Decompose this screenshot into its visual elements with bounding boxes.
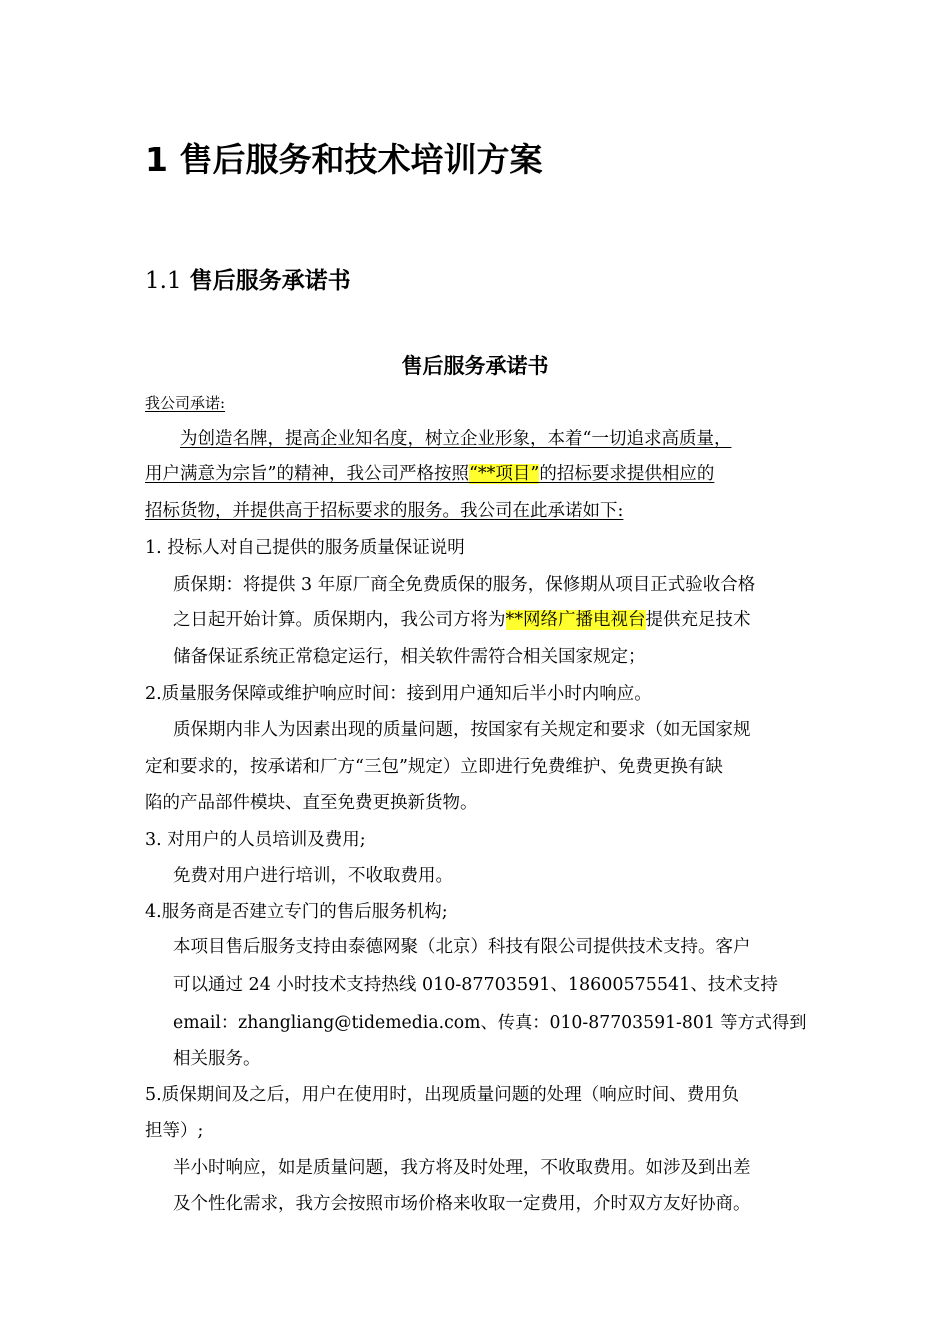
item-1-line-1: 质保期：将提供 3 年原厂商全免费质保的服务，保修期从项目正式验收合格: [173, 575, 756, 595]
intro-label: 我公司承诺:: [145, 394, 226, 412]
intro-line-2-a: 用户满意为宗旨”的精神，我公司严格按照: [145, 464, 469, 484]
item-5-title-line-2: 担等）;: [145, 1121, 204, 1141]
item-2-line-2: 定和要求的，按承诺和厂方“三包”规定）立即进行免费维护、免费更换有缺: [145, 757, 723, 777]
project-name-highlight: “**项目”: [468, 464, 540, 484]
heading-1-title: 售后服务和技术培训方案: [179, 140, 543, 179]
item-2-line-3: 陷的产品部件模块、直至免费更换新货物。: [145, 793, 478, 813]
item-4-line-2: 可以通过 24 小时技术支持热线 010-87703591、18600575541、技术支持: [173, 975, 778, 995]
intro-line-3: 招标货物，并提供高于招标要求的服务。我公司在此承诺如下:: [145, 501, 624, 521]
item-2-line-1: 质保期内非人为因素出现的质量问题，按国家有关规定和要求（如无国家规: [173, 720, 751, 740]
intro-line-2: [145, 459, 714, 489]
item-5-title-line-1: 5.质保期间及之后，用户在使用时，出现质量问题的处理（响应时间、费用负: [145, 1085, 740, 1105]
item-3-title: 3. 对用户的人员培训及费用;: [145, 830, 366, 850]
intro-line-2-b: 的招标要求提供相应的: [539, 464, 715, 484]
item-4-line-1: 本项目售后服务支持由泰德网聚（北京）科技有限公司提供技术支持。客户: [173, 937, 751, 957]
item-5-line-1: 半小时响应，如是质量问题，我方将及时处理，不收取费用。如涉及到出差: [173, 1158, 751, 1178]
center-title: 售后服务承诺书: [401, 354, 549, 378]
intro-line-1: 为创造名牌，提高企业知名度，树立企业形象，本着“一切追求高质量，: [180, 429, 732, 449]
item-3-line-1: 免费对用户进行培训，不收取费用。: [173, 866, 453, 886]
item-2-title: 2.质量服务保障或维护响应时间：接到用户通知后半小时内响应。: [145, 684, 652, 704]
heading-1: [145, 138, 542, 182]
heading-1-number: 1: [145, 140, 168, 179]
item-4-line-3: email：zhangliang@tidemedia.com、传真：010-87703591-801 等方式得到: [173, 1013, 807, 1033]
heading-2-title: 售后服务承诺书: [189, 268, 351, 294]
item-4-line-4: 相关服务。: [173, 1049, 261, 1069]
heading-2: [145, 264, 351, 298]
item-1-line-2-b: 提供充足技术: [645, 610, 751, 630]
item-4-title: 4.服务商是否建立专门的售后服务机构;: [145, 902, 448, 922]
item-1-title: 1. 投标人对自己提供的服务质量保证说明: [145, 538, 465, 558]
item-1-line-3: 储备保证系统正常稳定运行，相关软件需符合相关国家规定；: [173, 647, 646, 667]
item-1-line-2-a: 之日起开始计算。质保期内，我公司方将为: [173, 610, 506, 630]
station-name-highlight: **网络广播电视台: [505, 610, 646, 630]
heading-2-number: 1.1: [145, 268, 182, 294]
item-5-line-2: 及个性化需求，我方会按照市场价格来收取一定费用，介时双方友好协商。: [173, 1194, 751, 1214]
item-1-line-2: [173, 605, 751, 635]
